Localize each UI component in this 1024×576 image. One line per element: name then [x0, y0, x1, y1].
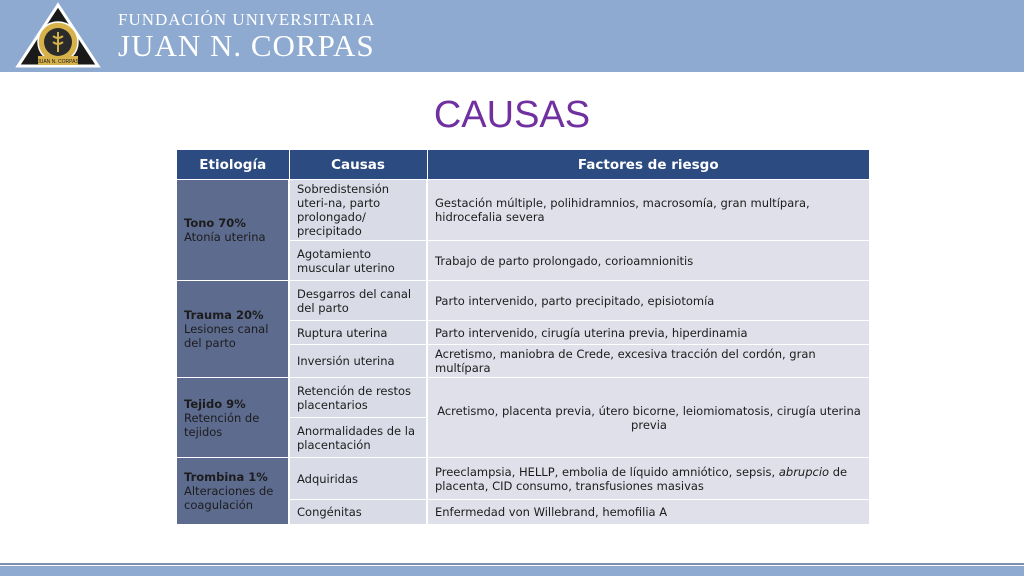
etiology-cell-trauma [177, 281, 289, 378]
causes-table [177, 150, 869, 524]
etiology-desc: Lesiones canal del parto [184, 322, 269, 350]
etiology-label: Tono 70% [184, 216, 246, 230]
cause-cell: Ruptura uterina [289, 321, 427, 345]
etiology-cell-tejido [177, 378, 289, 458]
cause-cell: Agotamiento muscular uterino [289, 241, 427, 281]
cause-cell: Sobredistensión uteri-na, parto prolongado/ precipitado [289, 180, 427, 241]
cause-cell: Adquiridas [289, 458, 427, 500]
table-row [177, 458, 869, 500]
cause-cell: Congénitas [289, 500, 427, 524]
etiology-desc: Alteraciones de coagulación [184, 483, 274, 512]
etiology-label: Tejido 9% [184, 396, 246, 411]
risk-cell: Trabajo de parto prolongado, corioamnionitis [427, 241, 869, 281]
etiology-label: Trombina 1% [184, 469, 268, 484]
table-header-row [177, 150, 869, 180]
risk-cell: Acretismo, maniobra de Crede, excesiva tracción del cordón, gran multípara [427, 345, 869, 378]
cause-cell: Inversión uterina [289, 345, 427, 378]
risk-cell: Parto intervenido, parto precipitado, episiotomía [427, 281, 869, 321]
risk-text-italic: abrupcio [778, 464, 830, 479]
header-etiologia: Etiología [177, 150, 289, 180]
header-causas: Causas [289, 150, 427, 180]
risk-text: Preeclampsia, HELLP, embolia de líquido amniótico, sepsis, [435, 464, 779, 479]
header-bar [0, 0, 1024, 72]
risk-cell [427, 458, 869, 500]
cause-cell: Retención de restos placentarios [289, 378, 427, 418]
etiology-desc: Retención de tejidos [184, 410, 260, 439]
logo-ribbon-text: JUAN N. CORPAS [37, 59, 79, 65]
institution-name [118, 10, 375, 62]
footer-bar [0, 566, 1024, 576]
table-row [177, 281, 869, 321]
etiology-label: Trauma 20% [184, 308, 264, 322]
header-factores: Factores de riesgo [427, 150, 869, 180]
risk-cell: Enfermedad von Willebrand, hemofilia A [427, 500, 869, 524]
cause-cell: Desgarros del canal del parto [289, 281, 427, 321]
footer-divider [0, 563, 1024, 565]
risk-cell: Parto intervenido, cirugía uterina previa, hiperdinamia [427, 321, 869, 345]
risk-cell: Gestación múltiple, polihidramnios, macrosomía, gran multípara, hidrocefalia severa [427, 180, 869, 241]
risk-cell-shared: Acretismo, placenta previa, útero bicorne, leiomiomatosis, cirugía uterina previa [427, 378, 869, 458]
table-row [177, 378, 869, 418]
etiology-cell-trombina [177, 458, 289, 524]
university-logo [14, 2, 102, 70]
etiology-cell-tono [177, 180, 289, 281]
cause-cell: Anormalidades de la placentación [289, 418, 427, 458]
risk-text: de placenta, CID consumo, transfusiones masivas [435, 464, 848, 493]
institution-line1: FUNDACIÓN UNIVERSITARIA [118, 10, 376, 29]
table-row [177, 180, 869, 241]
page-title: CAUSAS [433, 94, 591, 136]
etiology-desc: Atonía uterina [184, 230, 266, 244]
institution-line2: JUAN N. CORPAS [118, 28, 375, 63]
